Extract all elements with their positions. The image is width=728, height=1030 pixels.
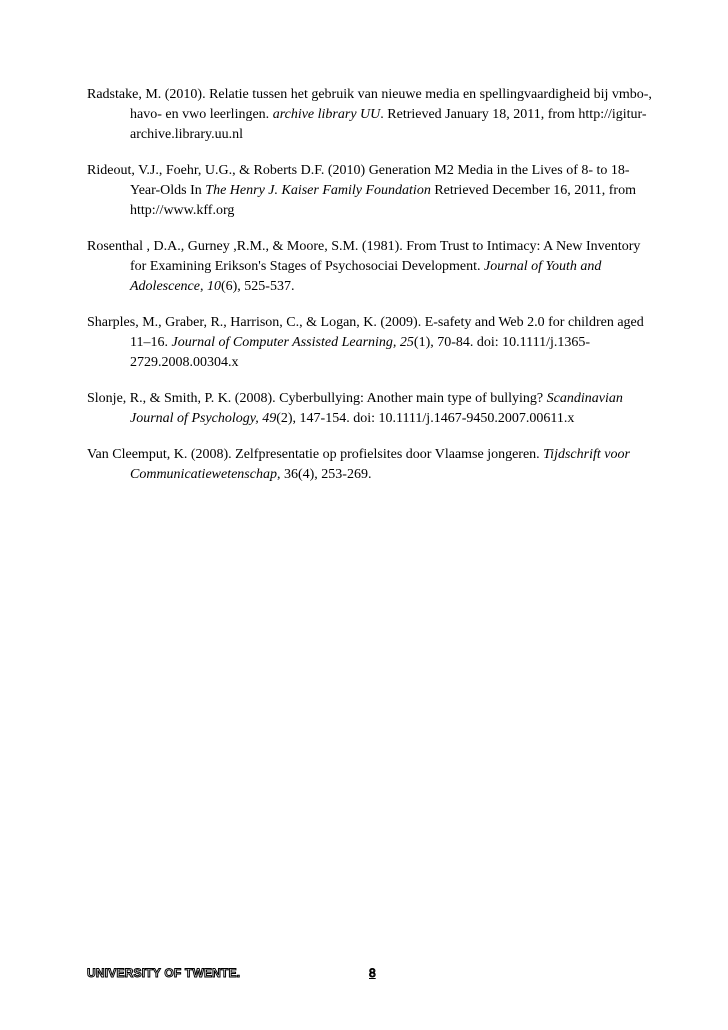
reference-italic-text: Scandinavian Journal of Psychology, 49 — [130, 391, 623, 426]
reference-entry — [87, 237, 652, 297]
reference-text: Rideout, V.J., Foehr, U.G., & Roberts D.F. (2010) Generation M2 Media in the Lives of 8- to 18-Year-Olds In — [87, 163, 630, 198]
reference-text: Retrieved December 16, 2011, from http://www.kff.org — [130, 183, 636, 218]
reference-text: Slonje, R., & Smith, P. K. (2008). Cyberbullying: Another main type of bullying? — [87, 391, 547, 406]
reference-entry — [87, 445, 652, 485]
reference-text: (1), 70-84. doi: 10.1111/j.1365-2729.2008.00304.x — [130, 335, 591, 370]
reference-text: (6), 525-537. — [220, 279, 295, 294]
page-footer — [87, 966, 652, 990]
reference-text: Van Cleemput, K. (2008). Zelfpresentatie op profielsites door Vlaamse jongeren. — [87, 447, 544, 462]
reference-italic-text: 10 — [206, 279, 221, 294]
reference-entry — [87, 161, 652, 221]
reference-entry — [87, 313, 652, 373]
reference-list — [87, 85, 652, 501]
reference-text: (2), 147-154. doi: 10.1111/j.1467-9450.2007.00611.x — [276, 411, 575, 426]
university-logo: UNIVERSITY OF TWENTE. — [87, 966, 241, 980]
reference-text: Sharples, M., Graber, R., Harrison, C., & Logan, K. (2009). E-safety and Web 2.0 for children aged 11–16. — [87, 315, 644, 350]
reference-italic-text: Tijdschrift voor Communicatiewetenschap — [130, 447, 630, 482]
reference-text: . Retrieved January 18, 2011, from http://igitur-archive.library.uu.nl — [130, 107, 647, 142]
reference-entry — [87, 85, 652, 145]
reference-entry — [87, 389, 652, 429]
reference-italic-text: archive library UU — [272, 107, 381, 122]
reference-text: Rosenthal , D.A., Gurney ,R.M., & Moore, S.M. (1981). From Trust to Intimacy: A New Inventory for Examining Erikson's Stages of Psychosociai Development. — [87, 239, 641, 274]
reference-text: Radstake, M. (2010). Relatie tussen het gebruik van nieuwe media en spellingvaardigheid bij vmbo-, havo- en vwo leerlingen. — [87, 87, 652, 122]
page-number: 8 — [369, 966, 376, 980]
reference-text: , 36(4), 253-269. — [276, 467, 372, 482]
reference-text: , — [199, 279, 207, 294]
reference-italic-text: The Henry J. Kaiser Family Foundation — [205, 183, 431, 198]
reference-italic-text: Journal of Youth and Adolescence — [130, 259, 602, 294]
reference-italic-text: Journal of Computer Assisted Learning, 25 — [171, 335, 414, 350]
